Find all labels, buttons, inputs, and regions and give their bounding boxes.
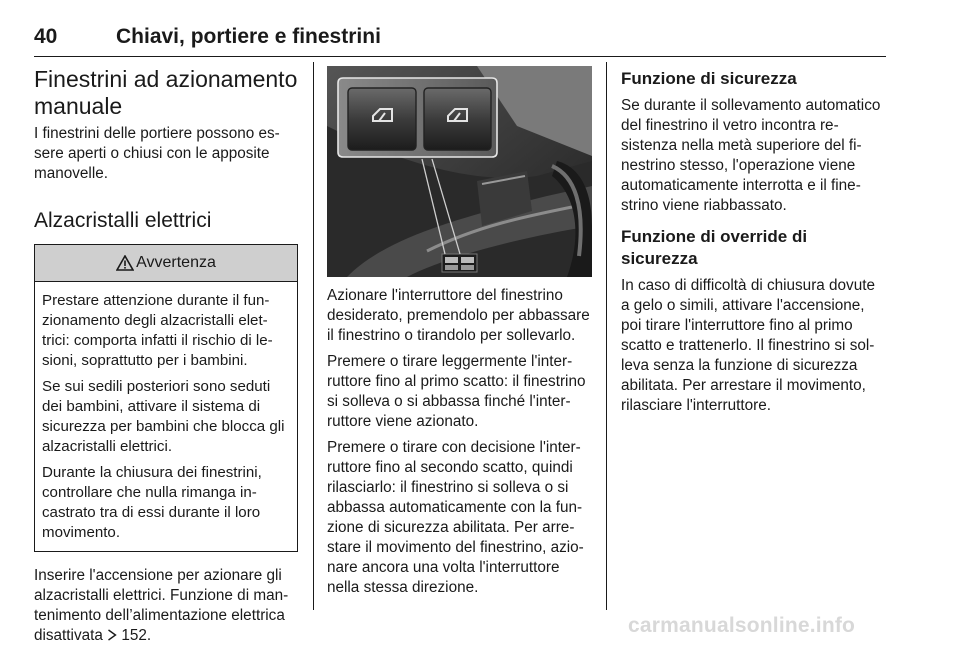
page-header — [34, 22, 886, 57]
column-middle — [327, 286, 592, 604]
warning-body — [35, 282, 297, 551]
column-right — [621, 62, 887, 426]
section-heading: Finestrini ad azionamento manuale — [34, 66, 298, 119]
warning-triangle-icon — [116, 255, 134, 271]
operation-paragraph: Premere o tirare leggermente l'interruttore fino al primo scatto: il finestrino si solleva o si abbassa finché l'interruttore viene azionato. — [327, 353, 586, 430]
warning-paragraph: Durante la chiusura dei finestrini, controllare che nulla rimanga incastrato tra di essi durante il loro movimento. — [42, 464, 262, 541]
intro-paragraph: I finestrini delle portiere possono essere aperti o chiusi con le apposite manovelle. — [34, 125, 280, 182]
operation-paragraph: Azionare l'interruttore del finestrino desiderato, premendolo per abbassare il finestrino o tirandolo per sollevarlo. — [327, 287, 590, 344]
function-paragraph: In caso di difficoltà di chiusura dovute a gelo o simili, attivare l'accensione, poi tirare l'interruttore fino al primo scatto e trattenerlo. Il finestrino si solleva senza la funzione di sicurezza abilitata. Per arrestare il movimento, rilasciare l'interruttore. — [621, 277, 875, 414]
warning-box — [34, 244, 298, 552]
function-heading: Funzione di override di sicurezza — [621, 227, 808, 268]
page-number: 40 — [34, 25, 58, 48]
column-divider-right — [606, 62, 607, 610]
column-divider-left — [313, 62, 314, 610]
warning-header — [35, 245, 297, 282]
operation-paragraph: Premere o tirare con decisione l'interruttore fino al secondo scatto, quindi rilasciarlo: il finestrino si solleva o si abbassa automaticamente con la funzione di sicurezza abilitata. Per arrestare il movimento del finestrino, azionare ancora una volta l'interruttore nella stessa direzione. — [327, 439, 584, 596]
function-heading: Funzione di sicurezza — [621, 69, 797, 88]
watermark: carmanualsonline.info — [628, 614, 856, 637]
subsection-heading: Alzacristalli elettrici — [34, 209, 212, 232]
page-reference[interactable]: 152. — [121, 627, 152, 644]
warning-paragraph: Prestare attenzione durante il funzionamento degli alzacristalli elettrici: comporta infatti il rischio di lesioni, soprattutto per i bambini. — [42, 292, 273, 369]
chapter-title: Chiavi, portiere e finestrini — [116, 25, 381, 48]
window-switch-illustration — [327, 66, 592, 277]
function-paragraph: Se durante il sollevamento automatico del finestrino il vetro incontra resistenza nella metà superiore del finestrino stesso, l'operazione viene automaticamente interrotta e il finestrino viene riabbassato. — [621, 97, 881, 214]
ignition-text: Inserire l'accensione per azionare gli alzacristalli elettrici. Funzione di mantenimento dell’alimentazione elettrica disattivata — [34, 567, 289, 644]
warning-paragraph: Se sui sedili posteriori sono seduti dei bambini, attivare il sistema di sicurezza per bambini che blocca gli alzacristalli elettrici. — [42, 378, 285, 455]
page-reference-arrow-icon[interactable] — [107, 629, 117, 641]
column-left — [34, 62, 298, 652]
door-panel-drawing — [327, 66, 592, 277]
warning-title: Avvertenza — [136, 254, 216, 271]
ignition-paragraph — [34, 566, 298, 646]
